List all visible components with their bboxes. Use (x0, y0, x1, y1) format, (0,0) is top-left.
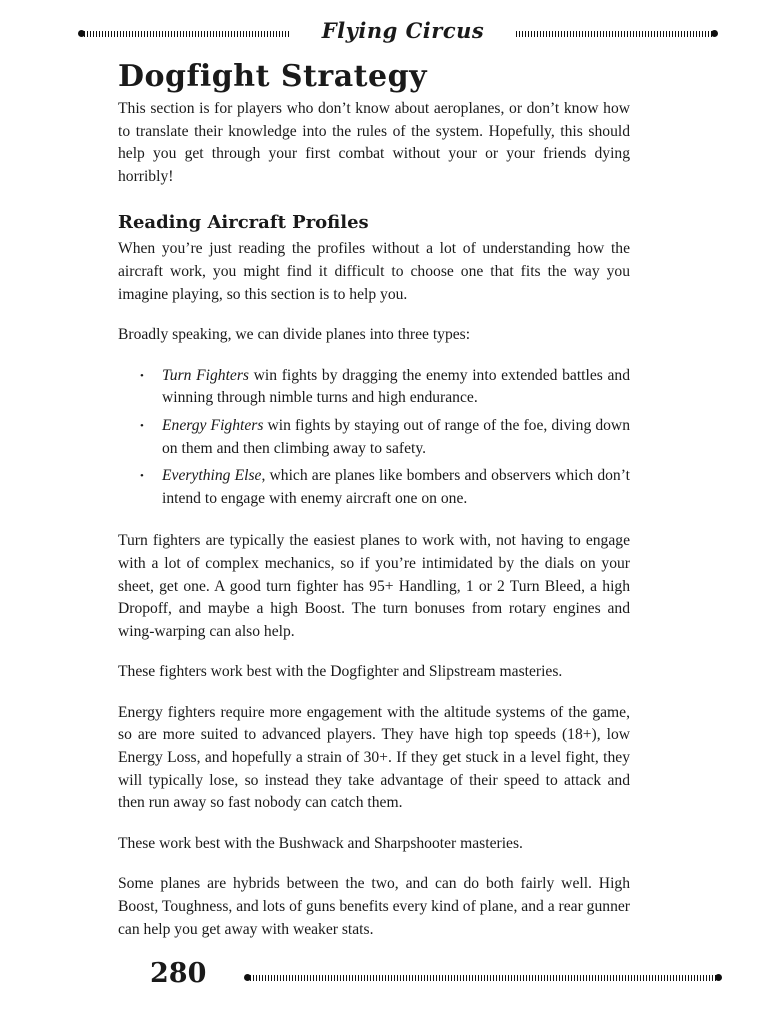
intro-paragraph: This section is for players who don’t know about aeroplanes, or don’t know how to translate their knowledge into the rules of the system. Hopefully, this should help you get through your first combat without your or your friends dying horribly! (118, 100, 630, 185)
page-footer (150, 958, 720, 998)
footer-rule (250, 975, 716, 981)
paragraph-energy-fighters: Energy fighters require more engagement with the altitude systems of the game, so are more suited to advanced players. They have high top speeds (18+), low Energy Loss, and hopefully a strain of 30+. If they get stuck in a level fight, they will typically lose, so instead they take advantage of their speed to attack and then run away so fast nobody can catch them. (118, 703, 630, 812)
page-number: 280 (150, 958, 207, 989)
type-term: Energy Fighters (162, 416, 264, 434)
paragraph-energy-masteries: These work best with the Bushwack and Sharpshooter masteries. (118, 834, 523, 852)
page-header (76, 18, 720, 50)
running-title: Flying Circus (321, 18, 485, 43)
header-rule-right (516, 31, 712, 37)
type-text: win fights by staying out of range of the foe, diving down on them and then climbing away to safety. (162, 416, 630, 457)
page-content (118, 58, 630, 959)
paragraph-turn-masteries: These fighters work best with the Dogfighter and Slipstream masteries. (118, 663, 563, 681)
paragraph-types-intro: Broadly speaking, we can divide planes into three types: (118, 326, 471, 344)
paragraph-hybrids: Some planes are hybrids between the two, and can do both fairly well. High Boost, Toughness, and lots of guns benefits every kind of plane, and a rear gunner can help you get away with weaker stats. (118, 875, 630, 938)
type-text: win fights by dragging the enemy into extended battles and winning through nimble turns and high endurance. (162, 366, 630, 407)
type-term: Turn Fighters (162, 366, 249, 384)
list-item (162, 365, 630, 410)
type-text: , which are planes like bombers and observers which don’t intend to engage with enemy aircraft one on one. (162, 467, 630, 507)
list-item (162, 465, 630, 510)
paragraph-profiles: When you’re just reading the profiles without a lot of understanding how the aircraft work, you might find it difficult to choose one that fits the way you imagine playing, so this section is to help you. (118, 240, 630, 303)
list-item (162, 415, 630, 460)
plane-types-list (118, 365, 630, 511)
paragraph-turn-fighters: Turn fighters are typically the easiest planes to work with, not having to engage with a lot of complex mechanics, so if you’re intimidated by the dials on your sheet, get one. A good turn fighter has 95+ Handling, 1 or 2 Turn Bleed, a high Dropoff, and maybe a high Boost. The turn bonuses from rotary engines and wing-warping can also help. (118, 532, 630, 640)
subsection-title: Reading Aircraft Profiles (118, 212, 369, 234)
section-title: Dogfight Strategy (118, 59, 428, 94)
type-term: Everything Else (162, 467, 262, 485)
header-rule-left (84, 31, 290, 37)
